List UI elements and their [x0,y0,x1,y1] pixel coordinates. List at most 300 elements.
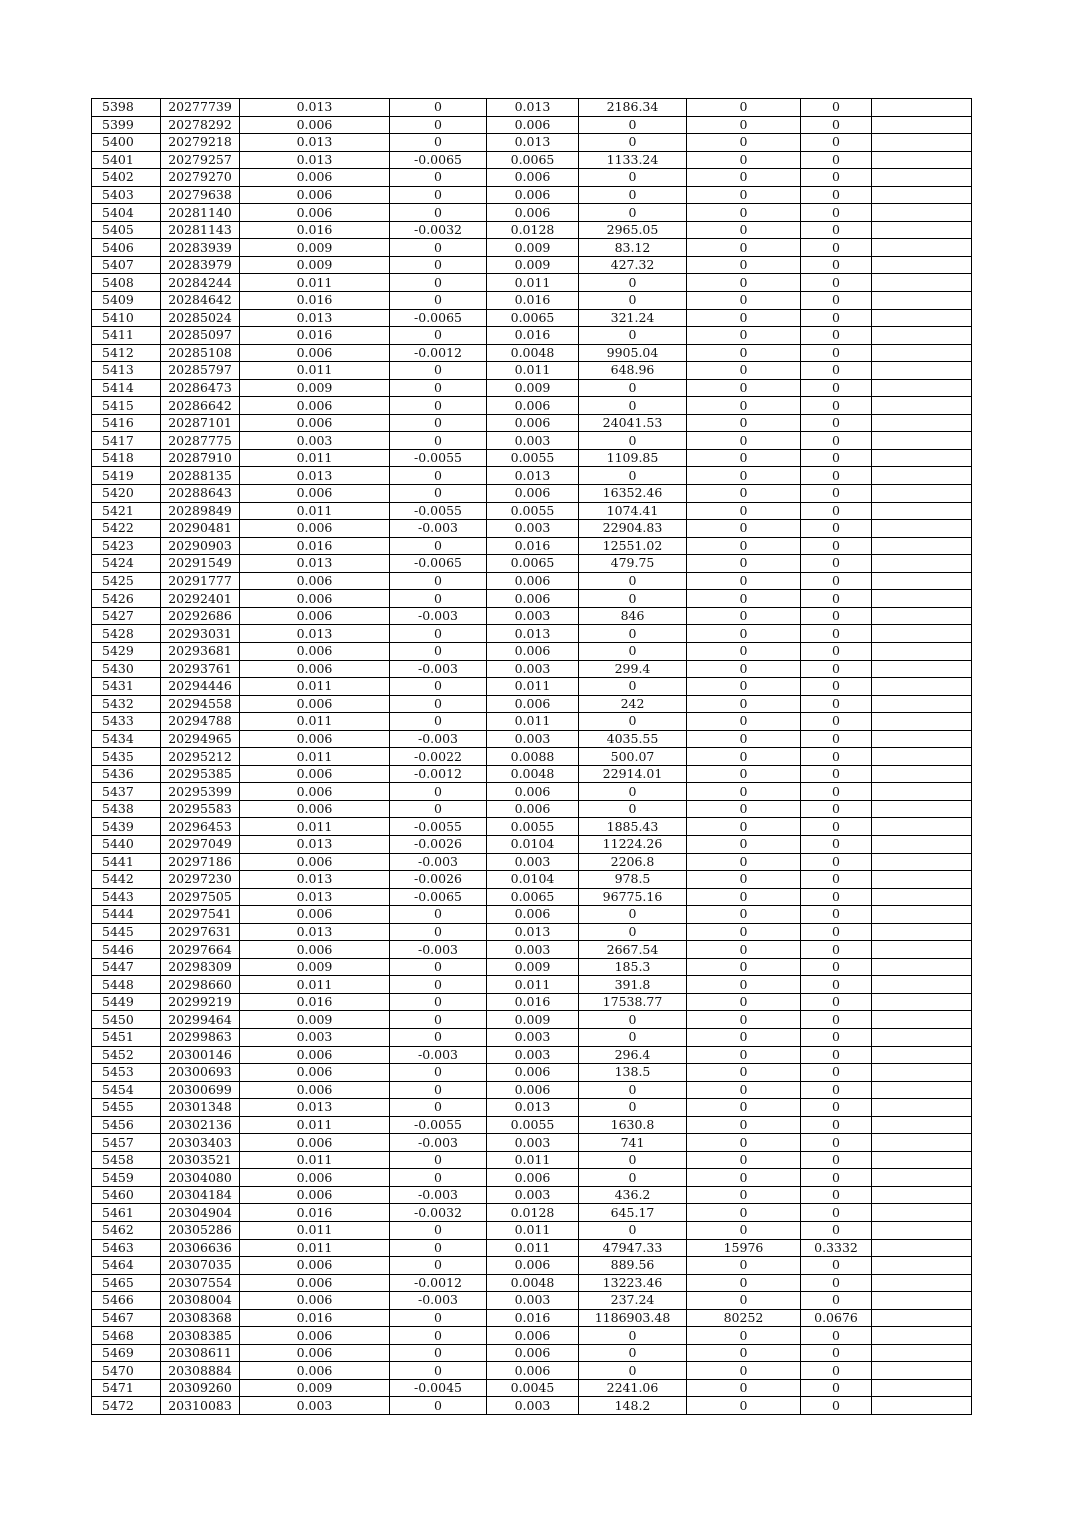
ratio-cell: 0 [801,730,872,748]
ratio-cell: 0 [801,309,872,327]
row-number-cell: 5412 [92,344,161,362]
value-a-cell: 0.011 [240,1239,390,1257]
ratio-cell: 0 [801,1362,872,1380]
value-b-cell: 0 [390,993,487,1011]
value-b-cell: 0 [390,1011,487,1029]
blank-cell [872,818,972,836]
value-a-cell: 0.013 [240,467,390,485]
id-cell: 20287775 [161,432,240,450]
row-number-cell: 5466 [92,1292,161,1310]
value-c-cell: 0.003 [487,1292,579,1310]
value-a-cell: 0.016 [240,1204,390,1222]
ratio-cell: 0 [801,713,872,731]
ratio-cell: 0 [801,520,872,538]
amount-cell: 741 [579,1134,687,1152]
id-cell: 20279218 [161,134,240,152]
value-d-cell: 0 [687,256,801,274]
id-cell: 20287101 [161,414,240,432]
row-number-cell: 5408 [92,274,161,292]
amount-cell: 0 [579,1327,687,1345]
value-d-cell: 0 [687,871,801,889]
amount-cell: 0 [579,467,687,485]
value-c-cell: 0.0065 [487,151,579,169]
blank-cell [872,1169,972,1187]
amount-cell: 0 [579,1011,687,1029]
table-row [92,309,972,327]
blank-cell [872,520,972,538]
value-c-cell: 0.011 [487,1222,579,1240]
value-c-cell: 0.003 [487,520,579,538]
blank-cell [872,467,972,485]
table-row [92,1046,972,1064]
id-cell: 20308368 [161,1309,240,1327]
value-a-cell: 0.006 [240,1327,390,1345]
ratio-cell: 0 [801,1169,872,1187]
amount-cell: 2965.05 [579,221,687,239]
value-c-cell: 0.003 [487,1028,579,1046]
value-d-cell: 0 [687,1151,801,1169]
amount-cell: 0 [579,713,687,731]
row-number-cell: 5444 [92,906,161,924]
id-cell: 20288135 [161,467,240,485]
value-d-cell: 0 [687,730,801,748]
amount-cell: 96775.16 [579,888,687,906]
value-d-cell: 0 [687,660,801,678]
row-number-cell: 5406 [92,239,161,257]
table-row [92,818,972,836]
id-cell: 20281143 [161,221,240,239]
blank-cell [872,1274,972,1292]
blank-cell [872,607,972,625]
id-cell: 20300693 [161,1064,240,1082]
id-cell: 20297505 [161,888,240,906]
value-c-cell: 0.006 [487,169,579,187]
value-c-cell: 0.003 [487,660,579,678]
value-d-cell: 0 [687,397,801,415]
amount-cell: 0 [579,625,687,643]
row-number-cell: 5426 [92,590,161,608]
value-b-cell: -0.003 [390,660,487,678]
value-a-cell: 0.011 [240,1116,390,1134]
value-b-cell: 0 [390,923,487,941]
value-b-cell: -0.0055 [390,818,487,836]
id-cell: 20279638 [161,186,240,204]
amount-cell: 0 [579,169,687,187]
id-cell: 20297230 [161,871,240,889]
row-number-cell: 5433 [92,713,161,731]
table-row [92,1064,972,1082]
row-number-cell: 5410 [92,309,161,327]
value-c-cell: 0.006 [487,1081,579,1099]
ratio-cell: 0 [801,204,872,222]
ratio-cell: 0 [801,941,872,959]
value-c-cell: 0.013 [487,625,579,643]
row-number-cell: 5431 [92,678,161,696]
blank-cell [872,1046,972,1064]
ratio-cell: 0 [801,221,872,239]
value-a-cell: 0.006 [240,520,390,538]
ratio-cell: 0 [801,1292,872,1310]
value-d-cell: 0 [687,923,801,941]
value-a-cell: 0.006 [240,660,390,678]
value-d-cell: 0 [687,1257,801,1275]
table-row [92,432,972,450]
ratio-cell: 0 [801,835,872,853]
value-d-cell: 0 [687,379,801,397]
amount-cell: 0 [579,134,687,152]
ratio-cell: 0 [801,379,872,397]
value-b-cell: -0.003 [390,520,487,538]
amount-cell: 1074.41 [579,502,687,520]
row-number-cell: 5424 [92,555,161,573]
amount-cell: 648.96 [579,362,687,380]
row-number-cell: 5442 [92,871,161,889]
value-b-cell: -0.0026 [390,871,487,889]
value-d-cell: 0 [687,906,801,924]
amount-cell: 299.4 [579,660,687,678]
id-cell: 20285097 [161,327,240,345]
row-number-cell: 5407 [92,256,161,274]
value-d-cell: 0 [687,642,801,660]
value-b-cell: -0.003 [390,1046,487,1064]
id-cell: 20285108 [161,344,240,362]
id-cell: 20307035 [161,1257,240,1275]
blank-cell [872,432,972,450]
blank-cell [872,1397,972,1415]
amount-cell: 0 [579,1099,687,1117]
blank-cell [872,1344,972,1362]
value-b-cell: 0 [390,1169,487,1187]
blank-cell [872,748,972,766]
blank-cell [872,976,972,994]
id-cell: 20286473 [161,379,240,397]
value-c-cell: 0.0048 [487,765,579,783]
amount-cell: 0 [579,116,687,134]
id-cell: 20304904 [161,1204,240,1222]
id-cell: 20304080 [161,1169,240,1187]
row-number-cell: 5414 [92,379,161,397]
value-b-cell: 0 [390,204,487,222]
value-b-cell: 0 [390,256,487,274]
value-c-cell: 0.006 [487,572,579,590]
blank-cell [872,835,972,853]
value-d-cell: 0 [687,765,801,783]
amount-cell: 0 [579,1151,687,1169]
blank-cell [872,906,972,924]
row-number-cell: 5463 [92,1239,161,1257]
value-b-cell: -0.0065 [390,888,487,906]
id-cell: 20291549 [161,555,240,573]
value-c-cell: 0.0128 [487,1204,579,1222]
row-number-cell: 5439 [92,818,161,836]
amount-cell: 889.56 [579,1257,687,1275]
id-cell: 20295385 [161,765,240,783]
value-a-cell: 0.003 [240,432,390,450]
ratio-cell: 0 [801,888,872,906]
value-b-cell: -0.003 [390,1186,487,1204]
id-cell: 20297186 [161,853,240,871]
value-c-cell: 0.006 [487,906,579,924]
ratio-cell: 0 [801,1028,872,1046]
value-b-cell: 0 [390,1222,487,1240]
id-cell: 20297631 [161,923,240,941]
id-cell: 20286642 [161,397,240,415]
ratio-cell: 0 [801,1204,872,1222]
value-c-cell: 0.006 [487,1344,579,1362]
id-cell: 20279257 [161,151,240,169]
value-b-cell: 0 [390,695,487,713]
value-a-cell: 0.011 [240,976,390,994]
value-b-cell: -0.0026 [390,835,487,853]
value-c-cell: 0.006 [487,800,579,818]
value-d-cell: 0 [687,976,801,994]
id-cell: 20308611 [161,1344,240,1362]
value-d-cell: 0 [687,818,801,836]
table-row [92,941,972,959]
row-number-cell: 5445 [92,923,161,941]
row-number-cell: 5459 [92,1169,161,1187]
value-a-cell: 0.003 [240,1397,390,1415]
id-cell: 20310083 [161,1397,240,1415]
value-d-cell: 0 [687,414,801,432]
blank-cell [872,1362,972,1380]
value-d-cell: 0 [687,1397,801,1415]
value-c-cell: 0.0065 [487,309,579,327]
id-cell: 20296453 [161,818,240,836]
ratio-cell: 0 [801,134,872,152]
amount-cell: 0 [579,186,687,204]
value-a-cell: 0.011 [240,1222,390,1240]
value-d-cell: 0 [687,1028,801,1046]
ratio-cell: 0 [801,1064,872,1082]
id-cell: 20292401 [161,590,240,608]
amount-cell: 0 [579,642,687,660]
row-number-cell: 5402 [92,169,161,187]
id-cell: 20305286 [161,1222,240,1240]
value-b-cell: -0.0055 [390,502,487,520]
value-a-cell: 0.006 [240,344,390,362]
amount-cell: 22914.01 [579,765,687,783]
value-b-cell: 0 [390,1327,487,1345]
amount-cell: 1133.24 [579,151,687,169]
ratio-cell: 0 [801,800,872,818]
amount-cell: 138.5 [579,1064,687,1082]
value-b-cell: 0 [390,783,487,801]
blank-cell [872,1292,972,1310]
value-b-cell: -0.0012 [390,765,487,783]
amount-cell: 978.5 [579,871,687,889]
amount-cell: 0 [579,292,687,310]
ratio-cell: 0 [801,1222,872,1240]
blank-cell [872,888,972,906]
value-d-cell: 0 [687,186,801,204]
value-c-cell: 0.003 [487,853,579,871]
table-row [92,1028,972,1046]
table-row [92,572,972,590]
row-number-cell: 5469 [92,1344,161,1362]
table-body [92,99,972,1415]
table-row [92,1397,972,1415]
value-a-cell: 0.006 [240,607,390,625]
blank-cell [872,169,972,187]
blank-cell [872,485,972,503]
value-a-cell: 0.006 [240,1186,390,1204]
blank-cell [872,309,972,327]
value-a-cell: 0.006 [240,1292,390,1310]
ratio-cell: 0 [801,1186,872,1204]
blank-cell [872,362,972,380]
value-c-cell: 0.016 [487,327,579,345]
value-a-cell: 0.011 [240,678,390,696]
table-row [92,1151,972,1169]
row-number-cell: 5416 [92,414,161,432]
blank-cell [872,1309,972,1327]
value-c-cell: 0.003 [487,607,579,625]
value-a-cell: 0.011 [240,748,390,766]
value-c-cell: 0.0055 [487,449,579,467]
row-number-cell: 5436 [92,765,161,783]
value-a-cell: 0.006 [240,169,390,187]
value-c-cell: 0.0055 [487,818,579,836]
blank-cell [872,1028,972,1046]
blank-cell [872,678,972,696]
row-number-cell: 5403 [92,186,161,204]
value-c-cell: 0.006 [487,642,579,660]
blank-cell [872,1134,972,1152]
row-number-cell: 5400 [92,134,161,152]
ratio-cell: 0 [801,1134,872,1152]
ratio-cell: 0 [801,555,872,573]
value-d-cell: 0 [687,1134,801,1152]
value-c-cell: 0.006 [487,116,579,134]
id-cell: 20308004 [161,1292,240,1310]
blank-cell [872,590,972,608]
ratio-cell: 0 [801,449,872,467]
table-row [92,520,972,538]
amount-cell: 645.17 [579,1204,687,1222]
row-number-cell: 5472 [92,1397,161,1415]
value-a-cell: 0.006 [240,765,390,783]
value-a-cell: 0.013 [240,835,390,853]
row-number-cell: 5425 [92,572,161,590]
table-row [92,1011,972,1029]
table-row [92,134,972,152]
value-b-cell: 0 [390,485,487,503]
ratio-cell: 0 [801,344,872,362]
amount-cell: 237.24 [579,1292,687,1310]
ratio-cell: 0 [801,783,872,801]
value-b-cell: -0.0065 [390,151,487,169]
table-row [92,993,972,1011]
blank-cell [872,239,972,257]
value-d-cell: 0 [687,134,801,152]
value-a-cell: 0.009 [240,239,390,257]
value-a-cell: 0.006 [240,414,390,432]
blank-cell [872,414,972,432]
value-b-cell: 0 [390,362,487,380]
ratio-cell: 0 [801,1344,872,1362]
table-row [92,1344,972,1362]
blank-cell [872,151,972,169]
value-c-cell: 0.0065 [487,555,579,573]
ratio-cell: 0 [801,432,872,450]
value-c-cell: 0.0128 [487,221,579,239]
table-row [92,485,972,503]
ratio-cell: 0 [801,923,872,941]
table-row [92,1116,972,1134]
value-b-cell: 0 [390,1344,487,1362]
value-c-cell: 0.0045 [487,1379,579,1397]
table-row [92,344,972,362]
id-cell: 20295583 [161,800,240,818]
blank-cell [872,695,972,713]
value-a-cell: 0.003 [240,1028,390,1046]
value-d-cell: 0 [687,1116,801,1134]
ratio-cell: 0 [801,1257,872,1275]
blank-cell [872,941,972,959]
id-cell: 20281140 [161,204,240,222]
value-a-cell: 0.006 [240,695,390,713]
table-row [92,256,972,274]
ratio-cell: 0 [801,1081,872,1099]
table-row [92,1239,972,1257]
blank-cell [872,1204,972,1222]
value-d-cell: 0 [687,1292,801,1310]
value-d-cell: 0 [687,835,801,853]
id-cell: 20297049 [161,835,240,853]
ratio-cell: 0 [801,169,872,187]
value-c-cell: 0.006 [487,414,579,432]
ratio-cell: 0 [801,853,872,871]
value-c-cell: 0.006 [487,590,579,608]
value-d-cell: 0 [687,99,801,117]
value-a-cell: 0.006 [240,1134,390,1152]
ratio-cell: 0 [801,397,872,415]
value-c-cell: 0.016 [487,537,579,555]
id-cell: 20299219 [161,993,240,1011]
ratio-cell: 0 [801,642,872,660]
value-a-cell: 0.011 [240,713,390,731]
amount-cell: 17538.77 [579,993,687,1011]
value-a-cell: 0.006 [240,1344,390,1362]
table-row [92,99,972,117]
value-c-cell: 0.003 [487,1397,579,1415]
value-d-cell: 0 [687,853,801,871]
table-row [92,1099,972,1117]
value-b-cell: 0 [390,1064,487,1082]
value-d-cell: 0 [687,888,801,906]
table-row [92,292,972,310]
ratio-cell: 0 [801,607,872,625]
value-d-cell: 0 [687,204,801,222]
row-number-cell: 5462 [92,1222,161,1240]
blank-cell [872,116,972,134]
value-d-cell: 0 [687,1169,801,1187]
amount-cell: 0 [579,572,687,590]
blank-cell [872,993,972,1011]
value-d-cell: 0 [687,1222,801,1240]
value-d-cell: 0 [687,116,801,134]
value-c-cell: 0.0055 [487,502,579,520]
value-a-cell: 0.006 [240,1064,390,1082]
ratio-cell: 0 [801,99,872,117]
id-cell: 20284244 [161,274,240,292]
table-row [92,239,972,257]
blank-cell [872,853,972,871]
blank-cell [872,730,972,748]
id-cell: 20287910 [161,449,240,467]
value-c-cell: 0.013 [487,99,579,117]
